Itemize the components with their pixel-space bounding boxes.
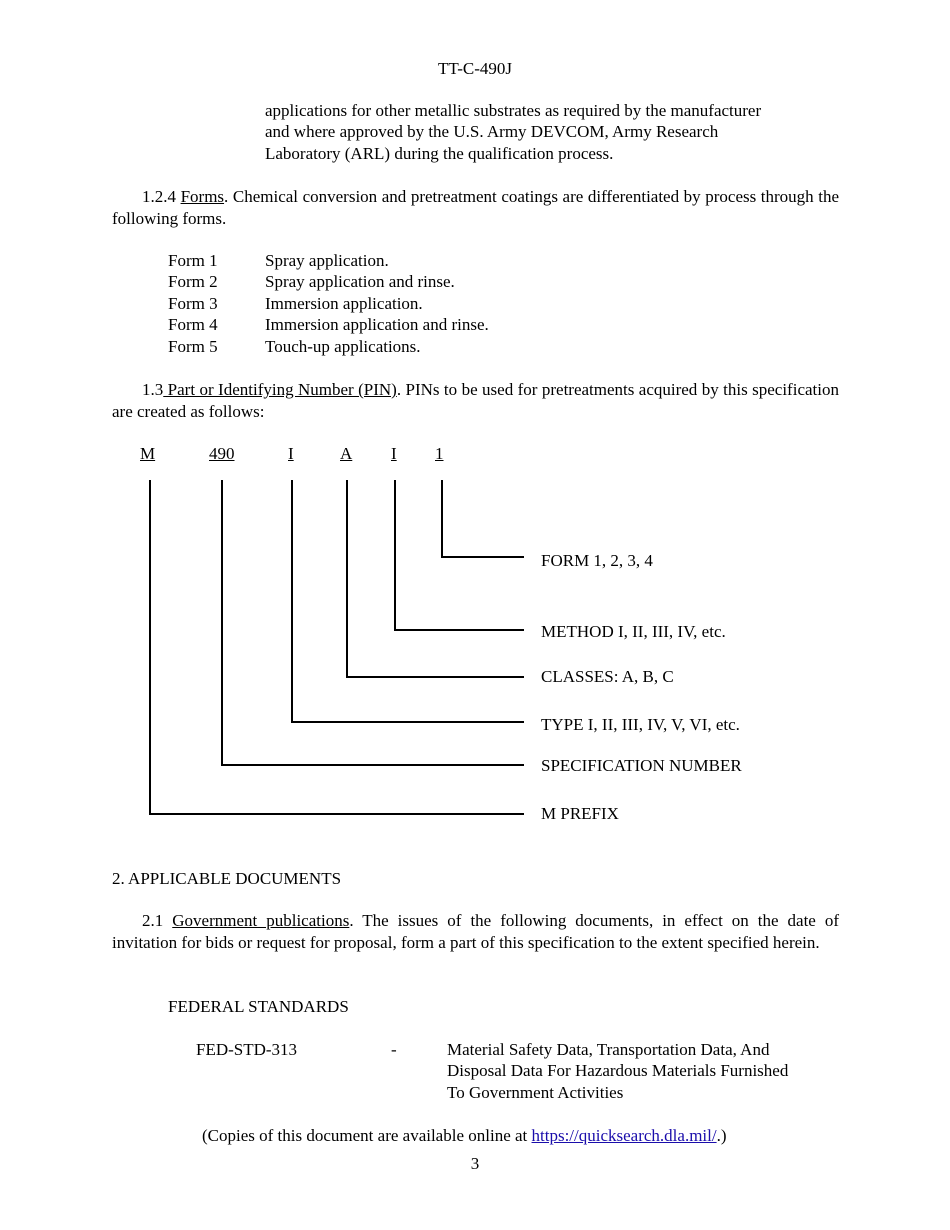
form-desc: Spray application and rinse. (265, 272, 455, 291)
pin-code-spec: 490 (209, 444, 235, 463)
pin-heading: Part or Identifying Number (PIN) (163, 380, 397, 399)
copies-note (202, 1125, 727, 1146)
pin-code-class: A (340, 444, 353, 463)
continuation-line-2: and where approved by the U.S. Army DEVCOM, Army Research (265, 122, 719, 141)
form-desc: Touch-up applications. (265, 337, 421, 356)
pin-label-type: TYPE I, II, III, IV, V, VI, etc. (541, 715, 740, 734)
form-label: Form 1 (168, 251, 218, 270)
gov-pubs-text: . The issues of the following documents, in effect on the date of invitation for bids or request for proposal, form a part of this specification to the extent specified herein. (112, 911, 840, 952)
copies-note-end: .) (716, 1126, 727, 1145)
quicksearch-link[interactable]: https://quicksearch.dla.mil/ (531, 1126, 717, 1145)
pin-code-form: 1 (435, 444, 444, 463)
form-label: Form 2 (168, 272, 218, 291)
section-heading-applicable-documents: 2. APPLICABLE DOCUMENTS (112, 869, 342, 888)
continuation-line-1: applications for other metallic substrates as required by the manufacturer (265, 101, 762, 120)
pin-code-prefix: M (140, 444, 156, 463)
page-number: 3 (470, 1154, 480, 1173)
form-desc: Immersion application. (265, 294, 423, 313)
form-desc: Immersion application and rinse. (265, 315, 489, 334)
pin-label-method: METHOD I, II, III, IV, etc. (541, 622, 726, 641)
pin-section-number: 1.3 (142, 380, 164, 399)
gov-pubs-paragraph (112, 910, 839, 953)
reference-id: FED-STD-313 (196, 1040, 298, 1059)
reference-title-line: To Government Activities (447, 1083, 624, 1102)
pin-code-method: I (391, 444, 397, 463)
federal-standards-heading: FEDERAL STANDARDS (168, 997, 349, 1016)
gov-pubs-number: 2.1 (142, 911, 164, 930)
form-label: Form 4 (168, 315, 218, 334)
forms-section-number: 1.2.4 (142, 187, 176, 206)
reference-title-line: Material Safety Data, Transportation Data, And (447, 1040, 770, 1059)
pin-label-prefix: M PREFIX (541, 804, 619, 823)
document-header: TT-C-490J (438, 59, 512, 78)
reference-title-line: Disposal Data For Hazardous Materials Furnished (447, 1061, 789, 1080)
copies-note-text: (Copies of this document are available online at (202, 1126, 532, 1145)
continuation-line-3: Laboratory (ARL) during the qualification process. (265, 144, 614, 163)
form-label: Form 3 (168, 294, 218, 313)
pin-text: . PINs to be used for pretreatments acquired by this specification are created as follows: (112, 380, 839, 421)
form-desc: Spray application. (265, 251, 389, 270)
form-label: Form 5 (168, 337, 218, 356)
gov-pubs-heading: Government publications (172, 911, 350, 930)
reference-dash: - (391, 1040, 397, 1059)
forms-text: . Chemical conversion and pretreatment coatings are differentiated by process through the following forms. (112, 187, 840, 228)
forms-heading: Forms (180, 187, 225, 206)
pin-label-class: CLASSES: A, B, C (541, 667, 674, 686)
pin-label-spec: SPECIFICATION NUMBER (541, 756, 742, 775)
pin-code-type: I (288, 444, 294, 463)
pin-label-form: FORM 1, 2, 3, 4 (541, 551, 653, 570)
